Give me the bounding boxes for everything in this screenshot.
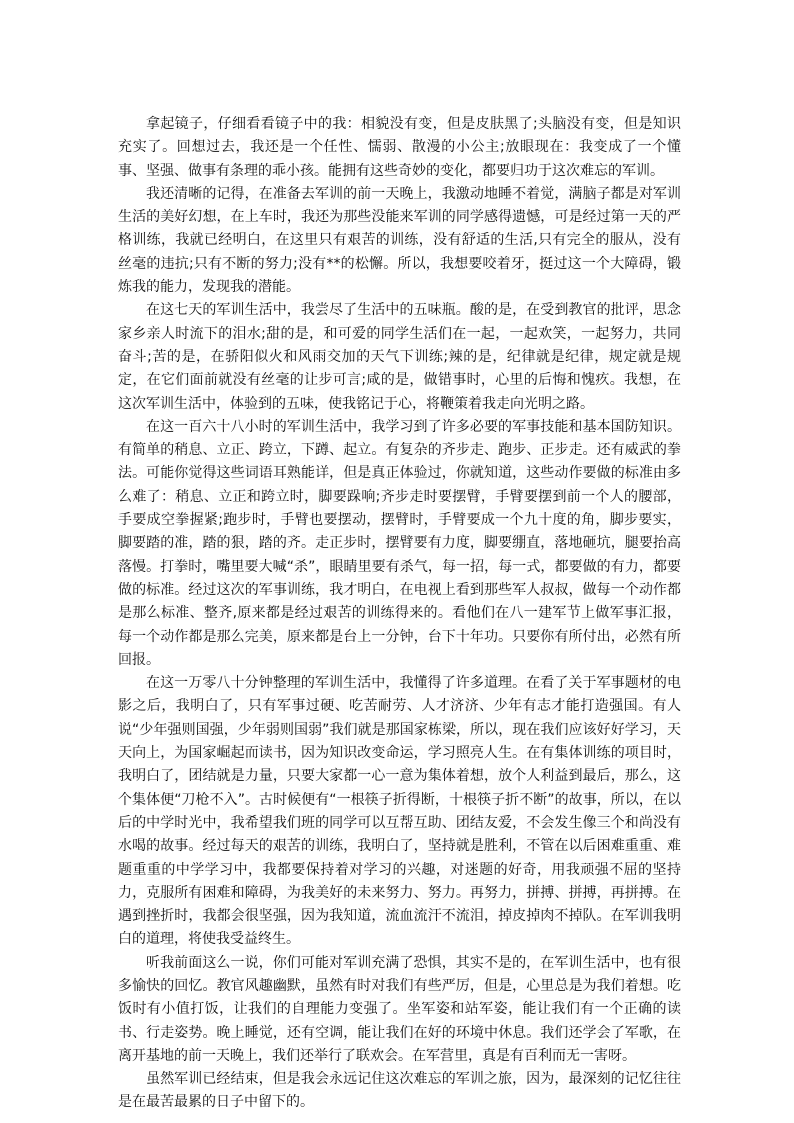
paragraph-conclusion: 虽然军训已经结束，但是我会永远记住这次难忘的军训之旅，因为，最深刻的记忆往往是在最苦最累的日子中留下的。 [118,1071,681,1111]
paragraph-five-flavors: 在这七天的军训生活中，我尝尽了生活中的五味瓶。酸的是，在受到教官的批评，思念家乡亲人时流下的泪水;甜的是，和可爱的同学生活们在一起，一起欢笑，一起努力，共同奋斗;苦的是，在骄阳似火和风雨交加的天气下训练;辣的是，纪律就是纪律，规定就是规定，在它们面前就没有丝毫的让步可言;咸的是，做错事时，心里的后悔和愧疚。我想，在这次军训生活中，体验到的五味，使我铭记于心，将鞭策着我走向光明之路。 [118,302,681,412]
paragraph-mirror-reflection: 拿起镜子，仔细看看镜子中的我：相貌没有变，但是皮肤黑了;头脑没有变，但是知识充实了。回想过去，我还是一个任性、懦弱、散漫的小公主;放眼现在：我变成了一个懂事、坚强、做事有条理的乖小孩。能拥有这些奇妙的变化，都要归功于这次难忘的军训。 [118,116,681,179]
paragraph-lessons-learned: 在这一万零八十分钟整理的军训生活中，我懂得了许多道理。在看了关于军事题材的电影之后，我明白了，只有军事过硬、吃苦耐劳、人才济济、少年有志才能打造强国。有人说“少年强则国强，少年弱则国弱”我们就是那国家栋梁，所以，现在我们应该好好学习，天天向上，为国家崛起而读书，因为知识改变命运，学习照亮人生。在有集体训练的项目时，我明白了，团结就是力量，只要大家都一心一意为集体着想，放个人利益到最后，那么，这个集体便“刀枪不入”。古时候便有“一根筷子折得断，十根筷子折不断”的故事，所以，在以后的中学时光中，我希望我们班的同学可以互帮互助、团结友爱，不会发生像三个和尚没有水喝的故事。经过每天的艰苦的训练，我明白了，坚持就是胜利，不管在以后困难重重、难题重重的中学学习中，我都要保持着对学习的兴趣，对迷题的好奇，用我顽强不屈的坚持力，克服所有困难和障碍，为我美好的未来努力、努力。再努力，拼搏、拼搏，再拼搏。在遇到挫折时，我都会很坚强，因为我知道，流血流汗不流泪，掉皮掉肉不掉队。在军训我明白的道理，将使我受益终生。 [118,675,681,948]
document-body [118,113,681,1115]
paragraph-night-before: 我还清晰的记得，在准备去军训的前一天晚上，我激动地睡不着觉，满脑子都是对军训生活的美好幻想，在上车时，我还为那些没能来军训的同学感得遗憾，可是经过第一天的严格训练，我就已经明白，在这里只有艰苦的训练，没有舒适的生活,只有完全的服从，没有丝毫的违抗;只有不断的努力;没有**的松懈。所以，我想要咬着牙，挺过这一个大障碍，锻炼我的能力，发现我的潜能。 [118,185,681,296]
paragraph-happy-memories: 听我前面这么一说，你们可能对军训充满了恐惧，其实不是的，在军训生活中，也有很多愉快的回忆。教官风趣幽默，虽然有时对我们有些严厉，但是，心里总是为我们着想。吃饭时有小值打饭，让我们的自理能力变强了。坐军姿和站军姿，能让我们有一个正确的读书、行走姿势。晚上睡觉，还有空调，能让我们在好的环境中休息。我们还学会了军歌，在离开基地的前一天晚上，我们还举行了联欢会。在军营里，真是有百利而无一害呀。 [118,954,681,1064]
paragraph-military-skills: 在这一百六十八小时的军训生活中，我学习到了许多必要的军事技能和基本国防知识。有简单的稍息、立正、跨立，下蹲、起立。有复杂的齐步走、跑步、正步走。还有威武的拳法。可能你觉得这些词语耳熟能详，但是真正体验过，你就知道，这些动作要做的标准由多么难了：稍息、立正和跨立时，脚要跺响;齐步走时要摆臂，手臂要摆到前一个人的腰部，手要成空拳握紧;跑步时，手臂也要摆动，摆臂时，手臂要成一个九十度的角，脚步要实，脚要踏的准，踏的狠，踏的齐。走正步时，摆臂要有力度，脚要绷直，落地砸坑，腿要抬高落慢。打拳时，嘴里要大喊“杀”，眼睛里要有杀气，每一招，每一式，都要做的有力，都要做的标准。经过这次的军事训练，我才明白，在电视上看到那些军人叔叔，做每一个动作都是那么标准、整齐,原来都是经过艰苦的训练得来的。看他们在八一建军节上做军事汇报，每一个动作都是那么完美，原来都是台上一分钟，台下十年功。只要你有所付出，必然有所回报。 [118,418,681,668]
